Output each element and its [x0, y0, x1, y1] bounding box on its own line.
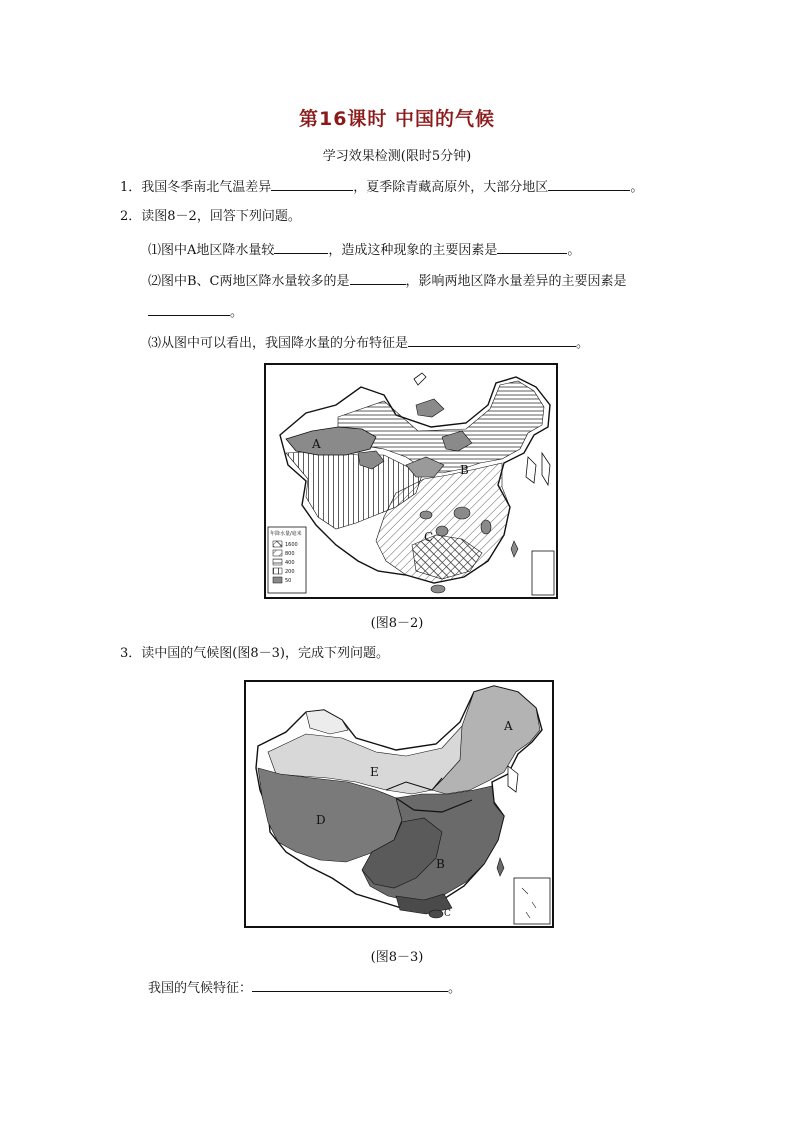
answer-end: 。	[448, 981, 462, 996]
sub-1-text-a: ⑴图中A地区降水量较	[148, 243, 275, 258]
answer-prompt: 我国的气候特征：	[148, 981, 253, 996]
precipitation-map	[264, 363, 558, 599]
question-3-answer-line	[148, 978, 461, 998]
question-2-sub-3	[148, 333, 589, 353]
climate-label-d: D	[316, 813, 326, 827]
legend-value: 800	[285, 551, 295, 557]
sub-2-end: 。	[230, 305, 244, 320]
climate-label-e: E	[370, 765, 379, 779]
legend-title: 年降水量/毫米	[270, 531, 302, 537]
question-2-sub-2-cont	[148, 302, 243, 322]
lesson-subtitle: 学习效果检测(限时5分钟)	[322, 149, 472, 164]
figure-8-3-caption: (图8－3)	[370, 950, 424, 965]
legend-value: 50	[285, 578, 292, 584]
map-label-c: C	[424, 530, 434, 544]
climate-label-c: C	[444, 909, 451, 919]
question-2-sub-2	[148, 271, 627, 291]
answer-blank-1a[interactable]	[271, 177, 353, 191]
question-3-stem	[120, 645, 389, 663]
answer-blank-2-2b[interactable]	[148, 302, 230, 316]
sub-3-end: 。	[576, 336, 590, 351]
answer-blank-3[interactable]	[252, 978, 448, 992]
map-label-a: A	[312, 437, 321, 451]
answer-blank-2-1b[interactable]	[497, 240, 567, 254]
question-2-stem	[120, 208, 301, 226]
question-2-sub-1	[148, 240, 580, 260]
question-1-end: 。	[630, 180, 644, 195]
question-3-number: 3．	[120, 646, 142, 661]
sub-2-text-a: ⑵图中B、C两地区降水量较多的是	[148, 274, 350, 289]
question-2-text: 读图8－2，回答下列问题。	[141, 209, 301, 224]
lesson-title: 第16课时 中国的气候	[298, 108, 496, 130]
sub-3-text-a: ⑶从图中可以看出，我国降水量的分布特征是	[148, 336, 409, 351]
legend-value: 200	[285, 569, 295, 575]
climate-label-a: A	[504, 719, 513, 733]
answer-blank-2-2a[interactable]	[350, 271, 406, 285]
question-1-text-a: 我国冬季南北气温差异	[141, 180, 272, 195]
legend-value: 400	[285, 560, 295, 566]
sub-2-text-b: ，影响两地区降水量差异的主要因素是	[405, 274, 627, 289]
question-3-text: 读中国的气候图(图8－3)，完成下列问题。	[141, 646, 389, 661]
question-1-number: 1．	[120, 180, 142, 195]
climate-map	[244, 680, 554, 928]
climate-label-b: B	[436, 857, 445, 871]
map-label-b: B	[460, 463, 469, 477]
question-1-text-b: ，夏季除青藏高原外，大部分地区	[353, 180, 549, 195]
answer-blank-2-1a[interactable]	[274, 240, 328, 254]
answer-blank-1b[interactable]	[548, 177, 630, 191]
answer-blank-2-3[interactable]	[408, 333, 576, 347]
legend-value: 1600	[285, 542, 298, 548]
figure-8-2-caption: (图8－2)	[370, 616, 424, 631]
sub-1-text-b: ，造成这种现象的主要因素是	[328, 243, 498, 258]
question-2-number: 2．	[120, 209, 142, 224]
sub-1-end: 。	[567, 243, 581, 258]
question-1	[120, 177, 643, 197]
